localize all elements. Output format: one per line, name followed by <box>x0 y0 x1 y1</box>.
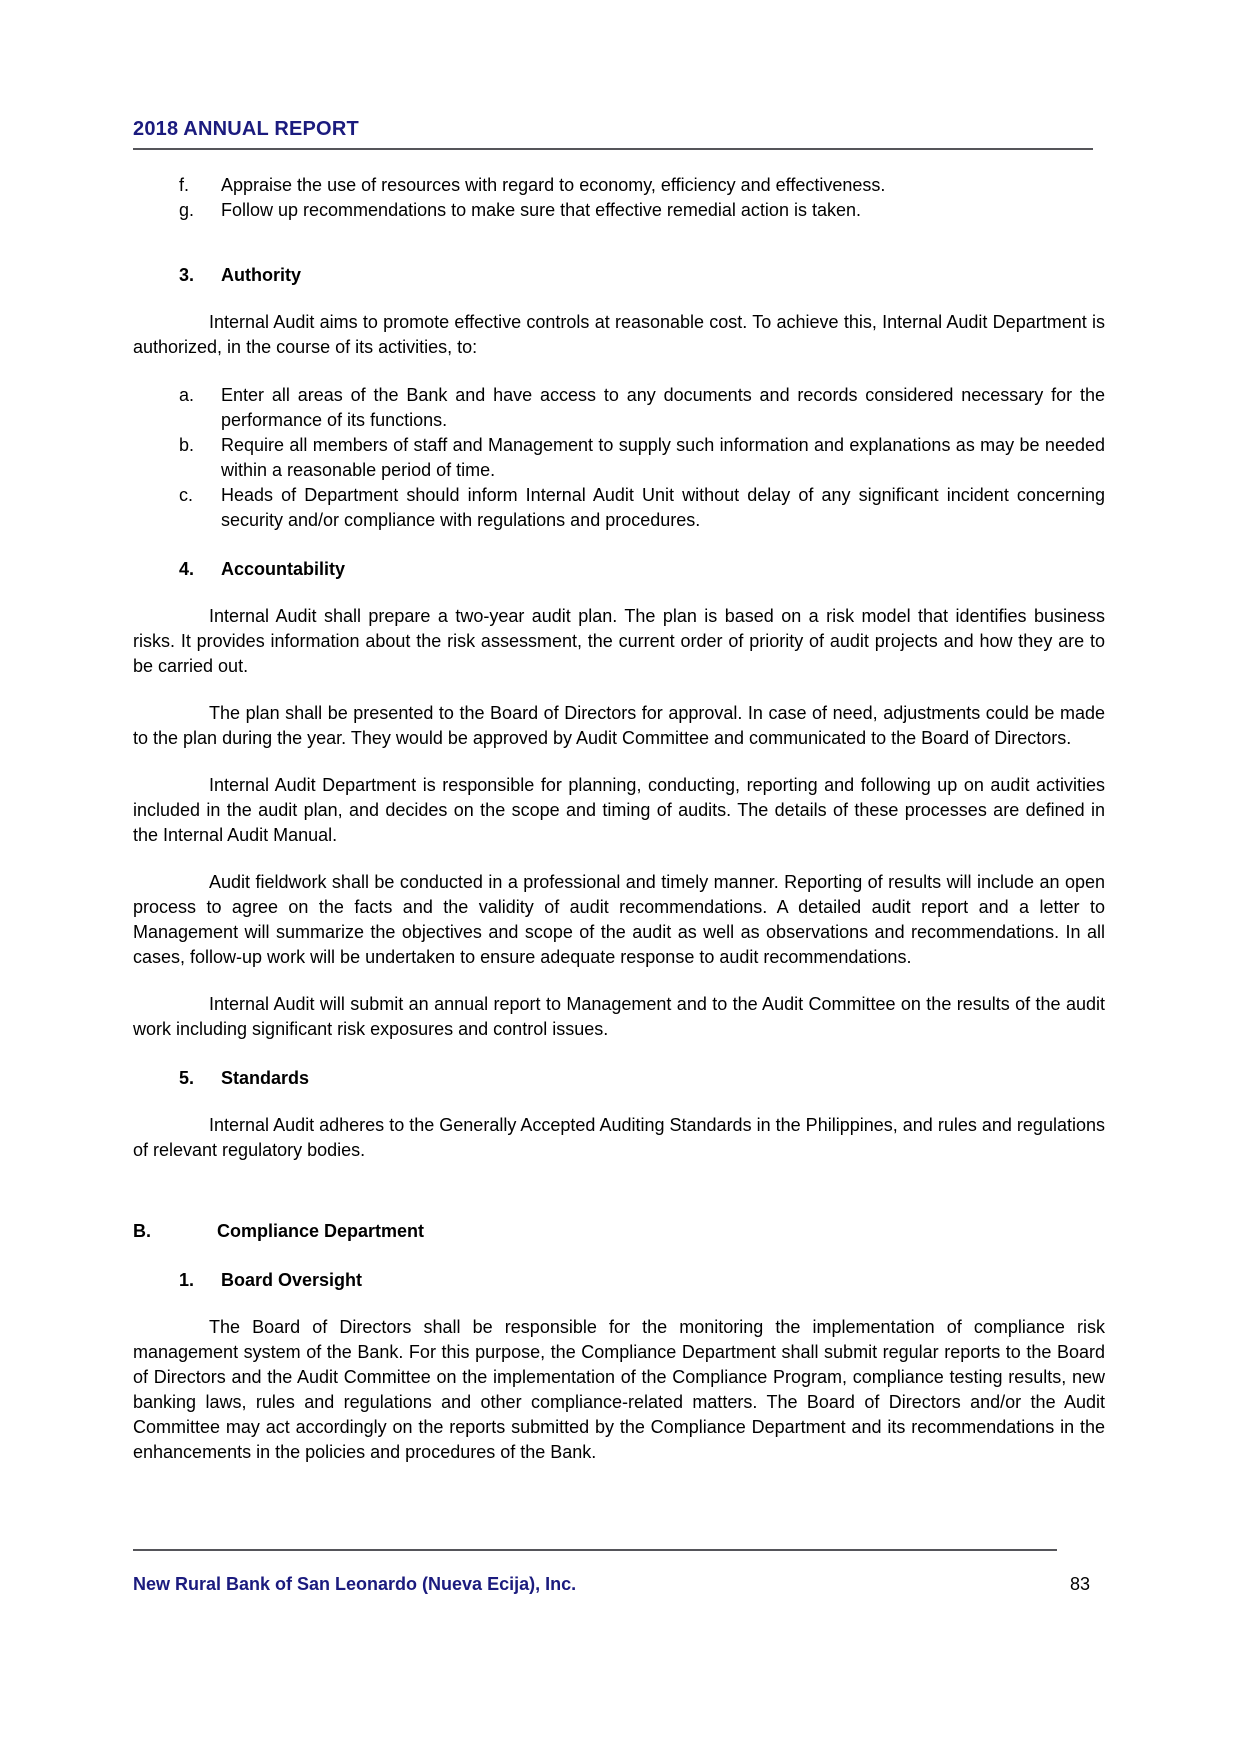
footer-divider <box>133 1549 1057 1551</box>
page-content <box>133 0 1105 1465</box>
section-number: 4. <box>179 559 195 579</box>
section-letter: B. <box>133 1221 151 1241</box>
list-marker: g. <box>179 200 195 220</box>
header-divider <box>133 148 1093 150</box>
list-item-text: Require all members of staff and Management to supply such information and explanations as may be needed within a reasonable period of time. <box>221 435 1105 480</box>
section-heading-accountability <box>133 557 1105 582</box>
section-heading-authority <box>133 263 1105 288</box>
section-heading-text: Standards <box>221 1068 310 1088</box>
paragraph: Internal Audit aims to promote effective controls at reasonable cost. To achieve this, Internal Audit Department is authorized, in the course of its activities, to: <box>133 312 1105 357</box>
paragraph: The plan shall be presented to the Board of Directors for approval. In case of need, adjustments could be made to the plan during the year. They would be approved by Audit Committee and communicated to the Board of Directors. <box>133 703 1105 748</box>
paragraph: Audit fieldwork shall be conducted in a professional and timely manner. Reporting of results will include an open process to agree on the facts and the validity of audit recommendations. A detailed audit report and a letter to Management will summarize the objectives and scope of the audit as well as observations and recommendations. In all cases, follow-up work will be undertaken to ensure adequate response to audit recommendations. <box>133 872 1105 967</box>
paragraph: Internal Audit Department is responsible for planning, conducting, reporting and following up on audit activities included in the audit plan, and decides on the scope and timing of audits. The details of these processes are defined in the Internal Audit Manual. <box>133 775 1105 845</box>
section-number: 3. <box>179 265 195 285</box>
list-item-text: Enter all areas of the Bank and have access to any documents and records considered necessary for the performance of its functions. <box>221 385 1105 430</box>
section-heading-text: Authority <box>221 265 301 285</box>
list-item <box>133 383 1105 433</box>
section-heading-text: Accountability <box>221 559 346 579</box>
page-title: 2018 ANNUAL REPORT <box>133 118 359 140</box>
paragraph: Internal Audit will submit an annual report to Management and to the Audit Committee on the results of the audit work including significant risk exposures and control issues. <box>133 994 1105 1039</box>
section-heading-text: Board Oversight <box>221 1270 363 1290</box>
list-item <box>133 483 1105 533</box>
section-heading-board-oversight <box>133 1268 1105 1293</box>
paragraph: Internal Audit adheres to the Generally Accepted Auditing Standards in the Philippines, and rules and regulations of relevant regulatory bodies. <box>133 1115 1105 1160</box>
list-marker: f. <box>179 175 190 195</box>
list-item-text: Heads of Department should inform Internal Audit Unit without delay of any significant incident concerning security and/or compliance with regulations and procedures. <box>221 485 1105 530</box>
intro-list <box>133 173 1105 223</box>
page-footer <box>133 1572 1105 1597</box>
section-number: 1. <box>179 1270 195 1290</box>
list-item <box>133 433 1105 483</box>
footer-bank-name: New Rural Bank of San Leonardo (Nueva Ecija), Inc. <box>133 1574 577 1594</box>
section-number: 5. <box>179 1068 195 1088</box>
list-marker: a. <box>179 385 195 405</box>
list-marker: c. <box>179 485 194 505</box>
footer-page-number: 83 <box>1069 1574 1090 1594</box>
list-item-text: Follow up recommendations to make sure that effective remedial action is taken. <box>221 200 861 220</box>
paragraph: Internal Audit shall prepare a two-year audit plan. The plan is based on a risk model that identifies business risks. It provides information about the risk assessment, the current order of priority of audit projects and how they are to be carried out. <box>133 606 1105 676</box>
list-item <box>133 173 1105 198</box>
list-marker: b. <box>179 435 195 455</box>
list-item-text: Appraise the use of resources with regard to economy, efficiency and effectiveness. <box>221 175 886 195</box>
list-item <box>133 198 1105 223</box>
section-heading-text: Compliance Department <box>217 1221 425 1241</box>
section-heading-compliance-department <box>133 1219 1105 1244</box>
authority-list <box>133 383 1105 533</box>
paragraph: The Board of Directors shall be responsible for the monitoring the implementation of compliance risk management system of the Bank. For this purpose, the Compliance Department shall submit regular reports to the Board of Directors and the Audit Committee on the implementation of the Compliance Program, compliance testing results, new banking laws, rules and regulations and other compliance-related matters. The Board of Directors and/or the Audit Committee may act accordingly on the reports submitted by the Compliance Department and its recommendations in the enhancements in the policies and procedures of the Bank. <box>133 1317 1105 1462</box>
section-heading-standards <box>133 1066 1105 1091</box>
